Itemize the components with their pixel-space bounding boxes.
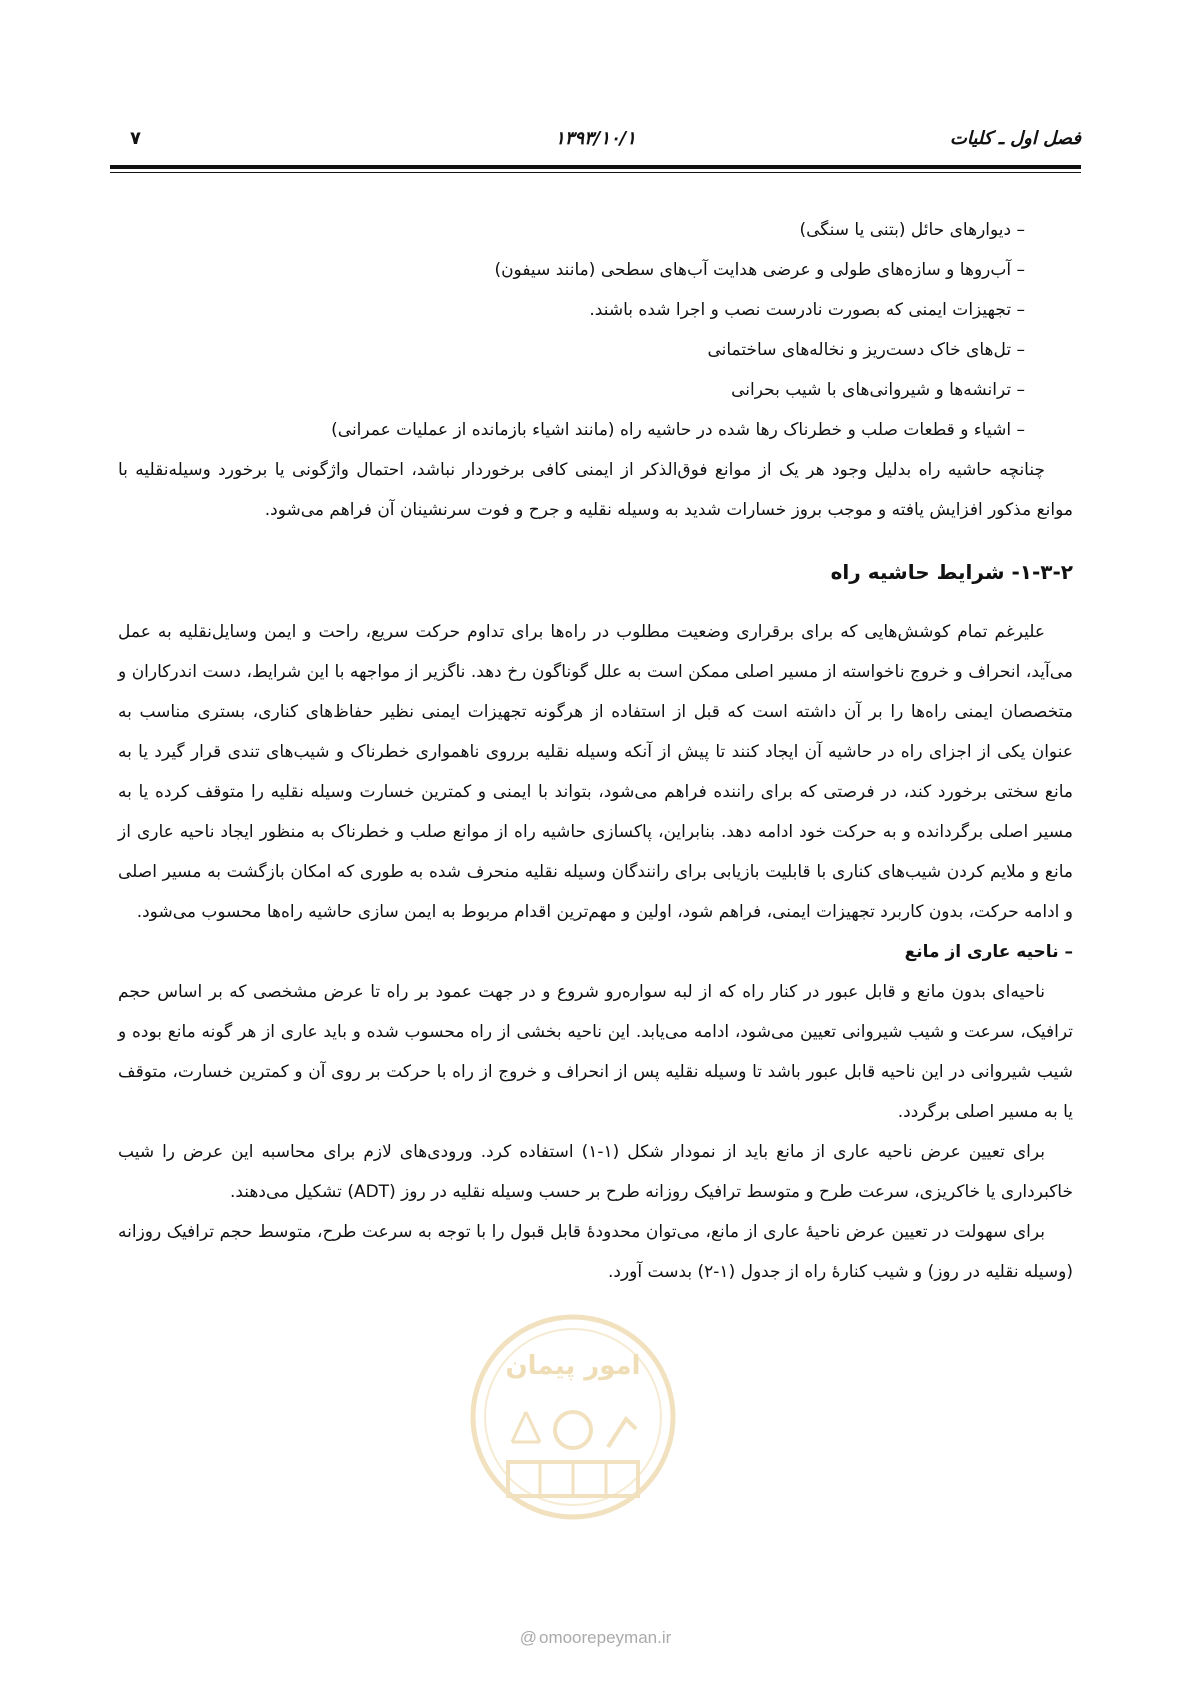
subsection-heading: – ناحیه عاری از مانع	[904, 942, 1073, 962]
subsection-paragraph: برای سهولت در تعیین عرض ناحیهٔ عاری از مانع، می‌توان محدودهٔ قابل قبول را با توجه به سرعت طرح، متوسط حجم ترافیک روزانه (وسیله نقلیه در روز) و شیب کنارهٔ راه از جدول (۱-۲) بدست آورد.	[118, 1222, 1073, 1282]
bullet-item: – تل‌های خاک دست‌ریز و نخاله‌های ساختمانی	[707, 340, 1025, 360]
bullet-item: – آب‌روها و سازه‌های طولی و عرضی هدایت آب‌های سطحی (مانند سیفون)	[494, 260, 1025, 280]
bullet-item: – ترانشه‌ها و شیروانی‌های با شیب بحرانی	[731, 380, 1025, 400]
watermark-url	[0, 1628, 1191, 1648]
bullet-item: – دیوارهای حائل (بتنی یا سنگی)	[799, 220, 1025, 240]
watermark-seal-logo	[468, 1312, 678, 1522]
bullet-item: – اشیاء و قطعات صلب و خطرناک رها شده در حاشیه راه (مانند اشیاء بازمانده از عملیات عمرانی)	[331, 420, 1025, 440]
header-rule-thin	[110, 172, 1081, 173]
subsection-paragraph: ناحیه‌ای بدون مانع و قابل عبور در کنار راه که از لبه سواره‌رو شروع و در جهت عمود بر راه تا عرض مشخصی که بر اساس حجم ترافیک، سرعت و شیب شیروانی تعیین می‌شود، ادامه می‌یابد. این ناحیه بخشی از راه محسوب شده و باید عاری از هر گونه مانع بوده و شیب شیروانی در این ناحیه قابل عبور باشد تا وسیله نقلیه پس از انحراف و خروج از راه با حرکت بر روی آن و کمترین خسارت، متوقف یا به مسیر اصلی برگردد.	[118, 982, 1073, 1122]
at-icon: @	[519, 1628, 537, 1647]
section-paragraph: علیرغم تمام کوشش‌هایی که برای برقراری وضعیت مطلوب در راه‌ها برای تداوم حرکت سریع، راحت و ایمن وسایل‌نقلیه به عمل می‌آید، انحراف و خروج ناخواسته از مسیر اصلی ممکن است به علل گوناگون رخ دهد. ناگزیر از مواجهه با این شرایط، دست اندرکاران و متخصصان ایمنی راه‌ها را بر آن داشته است که قبل از استفاده از هرگونه تجهیزات ایمنی نظیر حفاظ‌های کناری، بستری مناسب به عنوان یکی از اجزای راه در حاشیه آن ایجاد کنند تا پیش از آنکه وسیله نقلیه برروی ناهمواری خطرناک و شیب‌های تندی قرار گیرد یا به مانع سختی برخورد کند، در فرصتی که برای راننده فراهم می‌شود، بتواند با ایمنی و کمترین خسارت وسیله نقلیه را متوقف کرده یا به مسیر اصلی برگردانده و به حرکت خود ادامه دهد. بنابراین، پاکسازی حاشیه راه از موانع صلب و خطرناک به منظور ایجاد ناحیه عاری از مانع و ملایم کردن شیب‌های کناری با قابلیت بازیابی برای رانندگان وسیله نقلیه منحرف شده به طوری که امکان بازگشت به مسیر اصلی و ادامه حرکت، بدون کاربرد تجهیزات ایمنی، فراهم شود، اولین و مهم‌ترین اقدام مربوط به ایمن سازی حاشیه راه‌ها محسوب می‌شود.	[118, 622, 1073, 922]
page-content	[118, 210, 1073, 1292]
watermark-url-text: omoorepeyman.ir	[538, 1628, 672, 1647]
bullet-item: – تجهیزات ایمنی که بصورت نادرست نصب و اجرا شده باشند.	[589, 300, 1025, 320]
page-header	[110, 128, 1081, 158]
chapter-title: فصل اول ـ کلیات	[949, 128, 1081, 149]
subsection-paragraph: برای تعیین عرض ناحیه عاری از مانع باید از نمودار شکل (۱-۱) استفاده کرد. ورودی‌های لازم برای محاسبه این عرض را شیب خاکبرداری یا خاکریزی، سرعت طرح و متوسط ترافیک روزانه طرح بر حسب وسیله نقلیه در روز (ADT) تشکیل می‌دهند.	[118, 1142, 1073, 1202]
header-date: ۱۳۹۳/۱۰/۱	[555, 128, 636, 149]
section-heading: ۱-۳-۲- شرایط حاشیه راه	[830, 560, 1073, 584]
intro-paragraph: چنانچه حاشیه راه بدلیل وجود هر یک از موانع فوق‌الذکر از ایمنی کافی برخوردار نباشد، احتمال واژگونی یا برخورد وسیله‌نقلیه با موانع مذکور افزایش یافته و موجب بروز خسارات شدید به وسیله نقلیه و جرح و فوت سرنشینان آن فراهم می‌شود.	[118, 460, 1073, 520]
page-number: ۷	[130, 128, 141, 149]
header-rule-thick	[110, 165, 1081, 169]
watermark-seal-text: امور پیمان	[505, 1351, 641, 1381]
